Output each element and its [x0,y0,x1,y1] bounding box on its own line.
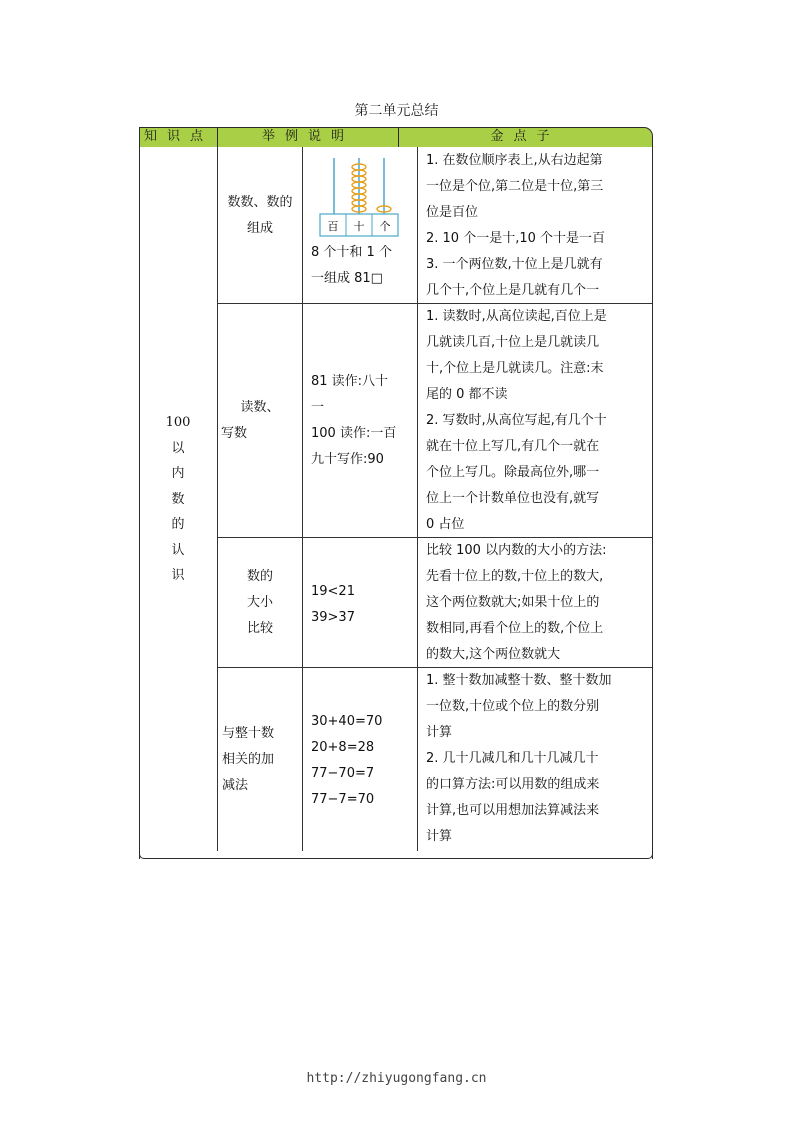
topic-line: 写数 [221,425,248,441]
tip-cell [418,148,653,304]
kp-char: 100 [165,415,191,430]
abacus-label-hundreds: 百 [327,220,339,233]
kp-char: 的 [171,517,185,532]
tip-line: 2. 几十几减几和几十几减几十 [426,751,599,766]
tip-line: 1. 读数时,从高位读起,百位上是 [426,309,607,324]
table-header [139,127,653,147]
tip-line: 先看十位上的数,十位上的数大, [426,569,604,584]
tip-line: 这个两位数就大;如果十位上的 [426,595,600,610]
example-cell [303,579,417,631]
kp-char: 识 [171,568,185,583]
tip-line: 比较 100 以内数的大小的方法: [426,543,607,558]
tip-line: 一位数,十位或个位上的数分别 [426,699,600,714]
topic-cell [218,668,302,851]
tip-line: 十,个位上是几就读几。注意:末 [426,361,604,376]
header-tips: 金点子 [490,129,560,144]
tip-line: 几就读几百,十位上是几就读几 [426,335,600,350]
example-cell [303,240,417,292]
tip-line: 位上一个计数单位也没有,就写 [426,491,600,506]
topic-line: 比较 [246,620,273,636]
abacus-label-ones: 个 [379,220,391,233]
footer-url: http://zhiyugongfang.cn [306,1071,487,1086]
example-line: 77−70=7 [311,766,375,781]
example-line: 一组成 81□ [311,271,383,286]
example-line: 77−7=70 [311,792,375,807]
kp-char: 以 [171,440,185,456]
tip-line: 3. 一个两位数,十位上是几就有 [426,257,603,272]
tip-line: 位是百位 [426,205,479,220]
tip-line: 计算 [426,725,453,740]
example-cell [303,709,417,813]
topic-line: 组成 [246,220,273,236]
example-line: 39>37 [311,610,355,625]
example-line: 8 个十和 1 个 [311,245,392,260]
kp-char: 认 [171,542,185,558]
topic-cell [218,304,302,537]
tip-line: 几个十,个位上是几就有几个一 [426,283,600,298]
tip-line: 就在十位上写几,有几个一就在 [426,439,600,454]
example-line: 20+8=28 [311,740,375,755]
tip-line: 的数大,这个两位数就大 [426,647,561,662]
header-examples: 举例说明 [218,128,399,147]
tip-line: 1. 在数位顺序表上,从右边起第 [426,153,603,168]
header-knowledge-point: 知识点 [140,128,218,147]
topic-line: 数的 [246,568,273,584]
tip-line: 0 占位 [426,517,465,532]
example-line: 一 [311,400,325,415]
page-title: 第二单元总结 [354,103,439,119]
kp-char: 数 [171,491,185,507]
example-line: 30+40=70 [311,714,383,729]
abacus-diagram [318,158,400,238]
tip-cell [418,538,653,668]
topic-line: 大小 [246,594,273,610]
topic-line: 相关的加 [222,751,275,767]
tip-line: 尾的 0 都不读 [426,387,508,402]
tip-line: 计算,也可以用想加法算减法来 [426,803,600,818]
topic-line: 数数、数的 [227,194,293,210]
tip-line: 2. 10 个一是十,10 个十是一百 [426,231,606,246]
tip-line: 的口算方法:可以用数的组成来 [426,777,600,792]
tip-line: 1. 整十数加减整十数、整十数加 [426,673,612,688]
topic-cell [218,148,302,303]
example-line: 81 读作:八十 [311,374,389,389]
topic-line: 减法 [222,777,249,793]
topic-line: 与整十数 [222,725,275,741]
topic-line: 读数、 [240,399,280,415]
example-line: 19<21 [311,584,355,599]
tip-line: 计算 [426,829,453,844]
abacus-label-tens: 十 [353,220,365,233]
tip-line: 一位是个位,第二位是十位,第三 [426,179,604,194]
tip-cell [418,304,653,538]
tip-cell [418,668,653,850]
example-line: 九十写作:90 [311,452,384,467]
example-line: 100 读作:一百 [311,426,397,441]
table-bottom-border [139,851,653,859]
tip-line: 个位上写几。除最高位外,哪一 [426,465,600,480]
kp-char: 内 [171,466,185,481]
tip-line: 数相同,再看个位上的数,个位上 [426,621,604,636]
knowledge-point-label [139,410,217,589]
tip-line: 2. 写数时,从高位写起,有几个十 [426,413,607,428]
topic-cell [218,538,302,667]
example-cell [303,369,417,473]
